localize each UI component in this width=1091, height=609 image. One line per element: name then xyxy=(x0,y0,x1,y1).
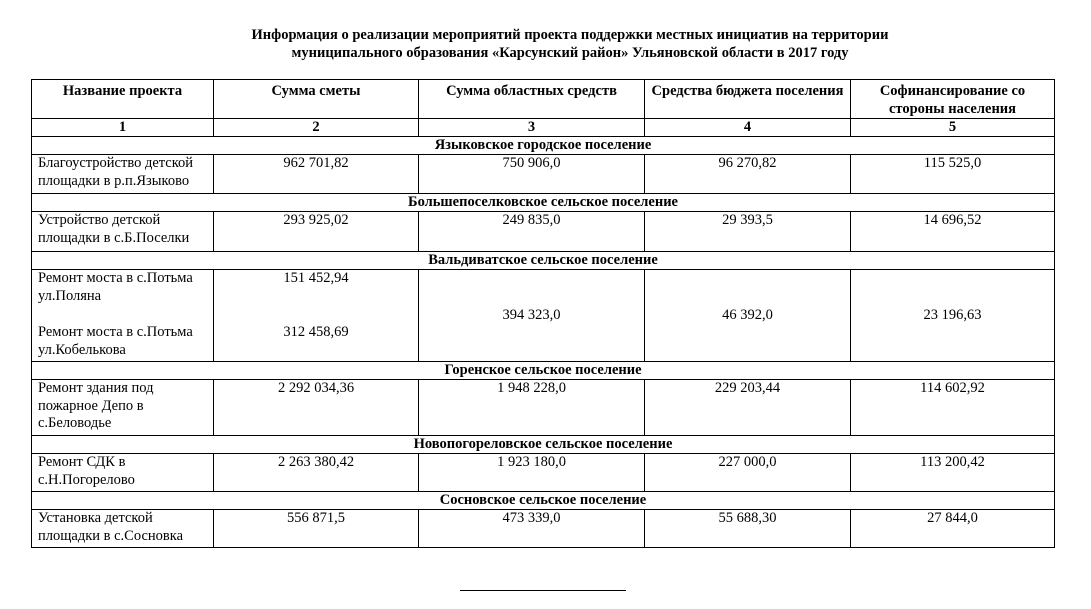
header-settlement-budget: Средства бюджета поселения xyxy=(645,80,851,119)
estimate-value: 151 452,94 xyxy=(283,270,349,286)
settlement-value: 46 392,0 xyxy=(645,270,851,362)
settlement-value: 29 393,5 xyxy=(645,212,851,252)
title-line-1: Информация о реализации мероприятий проекта поддержки местных инициатив на территории xyxy=(251,27,889,43)
projects-table xyxy=(31,79,1055,548)
project-name: Ремонт здания под пожарное Депо в с.Беловодье xyxy=(32,380,214,436)
regional-value: 249 835,0 xyxy=(419,212,645,252)
settlement-value: 55 688,30 xyxy=(645,510,851,548)
estimate-value: 293 925,02 xyxy=(214,212,419,252)
regional-value: 1 948 228,0 xyxy=(419,380,645,436)
section-row xyxy=(32,436,1055,454)
section-name: Вальдиватское сельское поселение xyxy=(32,252,1055,270)
estimate-value: 2 292 034,36 xyxy=(214,380,419,436)
section-name: Большепоселковское сельское поселение xyxy=(32,194,1055,212)
settlement-value: 227 000,0 xyxy=(645,454,851,492)
project-name: Устройство детской площадки в с.Б.Поселки xyxy=(32,212,214,252)
settlement-value: 96 270,82 xyxy=(645,155,851,194)
section-name: Сосновское сельское поселение xyxy=(32,492,1055,510)
estimate-value: 312 458,69 xyxy=(283,324,349,340)
column-number-row xyxy=(32,119,1055,137)
header-regional-funds: Сумма областных средств xyxy=(419,80,645,119)
regional-value: 394 323,0 xyxy=(419,270,645,362)
document-title xyxy=(150,26,990,62)
header-project-name: Название проекта xyxy=(32,80,214,119)
population-value: 114 602,92 xyxy=(851,380,1055,436)
project-name: Установка детской площадки в с.Сосновка xyxy=(32,510,214,548)
section-name: Горенское сельское поселение xyxy=(32,362,1055,380)
column-number: 2 xyxy=(214,119,419,137)
population-value: 14 696,52 xyxy=(851,212,1055,252)
project-name: Ремонт СДК в с.Н.Погорелово xyxy=(32,454,214,492)
table-header-row xyxy=(32,80,1055,119)
table-row xyxy=(32,155,1055,194)
project-name: Благоустройство детской площадки в р.п.Языково xyxy=(32,155,214,194)
section-row xyxy=(32,194,1055,212)
section-name: Языковское городское поселение xyxy=(32,137,1055,155)
settlement-value: 229 203,44 xyxy=(645,380,851,436)
estimate-value: 556 871,5 xyxy=(214,510,419,548)
column-number: 1 xyxy=(32,119,214,137)
header-population-cofinancing: Софинансирование со стороны населения xyxy=(851,80,1055,119)
footer-divider xyxy=(460,590,626,591)
header-estimate: Сумма сметы xyxy=(214,80,419,119)
column-number: 3 xyxy=(419,119,645,137)
estimate-value: 962 701,82 xyxy=(214,155,419,194)
regional-value: 750 906,0 xyxy=(419,155,645,194)
project-name: Ремонт моста в с.Потьма ул.Кобелькова xyxy=(38,324,193,358)
column-number: 4 xyxy=(645,119,851,137)
project-name: Ремонт моста в с.Потьма ул.Поляна xyxy=(38,270,193,304)
population-value: 27 844,0 xyxy=(851,510,1055,548)
population-value: 23 196,63 xyxy=(851,270,1055,362)
table-row xyxy=(32,212,1055,252)
table-row xyxy=(32,510,1055,548)
table-row xyxy=(32,270,1055,362)
project-name-group xyxy=(32,270,214,362)
column-number: 5 xyxy=(851,119,1055,137)
population-value: 115 525,0 xyxy=(851,155,1055,194)
section-row xyxy=(32,492,1055,510)
estimate-value: 2 263 380,42 xyxy=(214,454,419,492)
table-row xyxy=(32,380,1055,436)
title-line-2: муниципального образования «Карсунский район» Ульяновской области в 2017 году xyxy=(291,45,849,61)
population-value: 113 200,42 xyxy=(851,454,1055,492)
section-row xyxy=(32,252,1055,270)
estimate-group xyxy=(214,270,419,362)
section-name: Новопогореловское сельское поселение xyxy=(32,436,1055,454)
section-row xyxy=(32,362,1055,380)
regional-value: 473 339,0 xyxy=(419,510,645,548)
regional-value: 1 923 180,0 xyxy=(419,454,645,492)
section-row xyxy=(32,137,1055,155)
table-row xyxy=(32,454,1055,492)
